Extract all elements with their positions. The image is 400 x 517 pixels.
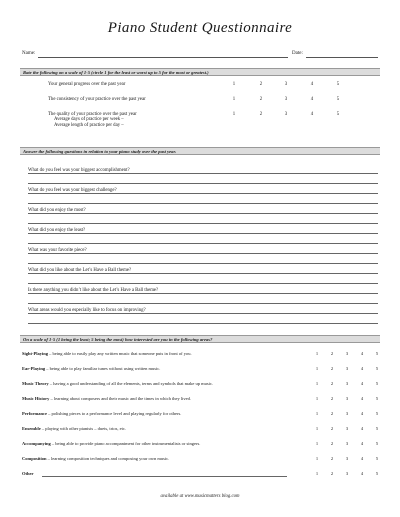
answer-line[interactable] xyxy=(28,313,378,314)
interest-text xyxy=(22,396,191,401)
interest-text xyxy=(22,441,200,446)
interest-row xyxy=(22,471,380,479)
date-field[interactable] xyxy=(306,57,378,58)
rating-option[interactable]: 1 xyxy=(232,112,236,117)
interest-option[interactable]: 2 xyxy=(330,456,334,461)
interest-option[interactable]: 1 xyxy=(315,366,319,371)
rating-option[interactable]: 2 xyxy=(259,112,263,117)
rating-option[interactable]: 5 xyxy=(336,97,340,102)
interest-name: Music History xyxy=(22,396,50,401)
rating-item-text xyxy=(48,112,137,129)
rating-subitem[interactable]: Average days of practice per week – xyxy=(54,117,124,122)
rating-option[interactable]: 4 xyxy=(310,82,314,87)
interest-option[interactable]: 4 xyxy=(360,381,364,386)
interest-option[interactable]: 5 xyxy=(375,426,379,431)
interest-option[interactable]: 4 xyxy=(360,411,364,416)
question-row xyxy=(28,288,378,300)
name-field[interactable] xyxy=(38,57,288,58)
interest-option[interactable]: 3 xyxy=(345,396,349,401)
answer-line[interactable] xyxy=(28,213,378,214)
interest-option[interactable]: 5 xyxy=(375,441,379,446)
interest-option[interactable]: 5 xyxy=(375,471,379,476)
interest-option[interactable]: 1 xyxy=(315,471,319,476)
interest-description: – being able to play familiar tunes without using written music. xyxy=(45,366,161,371)
answer-line[interactable] xyxy=(28,253,378,254)
interest-option[interactable]: 2 xyxy=(330,441,334,446)
rating-subitem[interactable]: Average length of practice per day – xyxy=(54,123,124,128)
interest-option[interactable]: 1 xyxy=(315,456,319,461)
interest-text xyxy=(22,456,169,461)
question-text: Is there anything you didn’t like about the Let’s Have a Ball theme? xyxy=(28,288,161,293)
rating-option[interactable]: 3 xyxy=(284,112,288,117)
interest-description: – being able to easily play any written music that someone puts in front of you. xyxy=(48,351,192,356)
question-text: What was your favorite piece? xyxy=(28,248,90,253)
question-row xyxy=(28,248,378,260)
interest-option[interactable]: 5 xyxy=(375,456,379,461)
interest-option[interactable]: 1 xyxy=(315,351,319,356)
interest-option[interactable]: 5 xyxy=(375,396,379,401)
name-label: Name: xyxy=(22,51,36,56)
interest-description: – polishing pieces to a performance level and playing regularly for others. xyxy=(47,411,182,416)
interest-option[interactable]: 3 xyxy=(345,351,349,356)
question-text: What did you enjoy the least? xyxy=(28,228,88,233)
interest-text xyxy=(22,471,34,476)
question-text: What areas would you especially like to focus on improving? xyxy=(28,308,149,313)
interest-name: Accompanying xyxy=(22,441,51,446)
footer-credit: available at www.musicmatters blog.com xyxy=(160,494,240,499)
rating-item-text xyxy=(48,97,146,102)
question-row xyxy=(28,268,378,280)
interest-option[interactable]: 1 xyxy=(315,411,319,416)
interest-row xyxy=(22,426,380,434)
interest-option[interactable]: 4 xyxy=(360,456,364,461)
answer-line[interactable] xyxy=(28,323,378,324)
question-row xyxy=(28,188,378,200)
rating-option[interactable]: 1 xyxy=(232,97,236,102)
question-text: What do you feel was your biggest challenge? xyxy=(28,188,120,193)
interest-option[interactable]: 2 xyxy=(330,351,334,356)
question-row xyxy=(28,168,378,180)
interest-row xyxy=(22,381,380,389)
rating-option[interactable]: 3 xyxy=(284,97,288,102)
interest-description: – learning about composers and their music and the times in which they lived. xyxy=(49,396,191,401)
answer-line[interactable] xyxy=(28,193,378,194)
interest-option[interactable]: 4 xyxy=(360,471,364,476)
interest-option[interactable]: 4 xyxy=(360,396,364,401)
answer-line[interactable] xyxy=(28,223,378,224)
interest-option[interactable]: 4 xyxy=(360,366,364,371)
interest-option[interactable]: 3 xyxy=(345,381,349,386)
name-date-row xyxy=(22,51,378,57)
interest-description: – being able to provide piano accompaniment for other instrumentalists or singers. xyxy=(50,441,201,446)
question-row xyxy=(28,208,378,220)
answer-line[interactable] xyxy=(28,233,378,234)
interest-name: Music Theory xyxy=(22,381,49,386)
interest-text xyxy=(22,381,213,386)
interest-description: – having a good understanding of all the elements, terms and symbols that make up music. xyxy=(48,381,214,386)
interest-option[interactable]: 1 xyxy=(315,396,319,401)
rating-option[interactable]: 5 xyxy=(336,82,340,87)
interest-text xyxy=(22,351,192,356)
interest-option[interactable]: 2 xyxy=(330,471,334,476)
interest-option[interactable]: 2 xyxy=(330,381,334,386)
section-interests-header: On a scale of 1-5 (1 being the least; 5 being the most) how interested are you in the following areas? xyxy=(20,335,380,343)
rating-item-label: The consistency of your practice over the past year xyxy=(48,97,146,102)
interest-option[interactable]: 3 xyxy=(345,441,349,446)
interest-option[interactable]: 3 xyxy=(345,456,349,461)
interest-row xyxy=(22,351,380,359)
answer-line[interactable] xyxy=(28,303,378,304)
page-title: Piano Student Questionnaire xyxy=(107,20,293,36)
question-row xyxy=(28,308,378,320)
interest-row xyxy=(22,366,380,374)
interest-option[interactable]: 4 xyxy=(360,426,364,431)
answer-line[interactable] xyxy=(28,273,378,274)
date-label: Date: xyxy=(292,51,303,56)
answer-line[interactable] xyxy=(28,173,378,174)
answer-line[interactable] xyxy=(28,203,378,204)
interest-option[interactable]: 2 xyxy=(330,396,334,401)
interest-option[interactable]: 3 xyxy=(345,426,349,431)
section-questions-header: Answer the following questions in relation to your piano study over the past year. xyxy=(20,147,380,155)
interest-option[interactable]: 3 xyxy=(345,411,349,416)
interest-text xyxy=(22,411,181,416)
interest-option[interactable]: 2 xyxy=(330,426,334,431)
answer-line[interactable] xyxy=(28,243,378,244)
question-text: What did you enjoy the most? xyxy=(28,208,89,213)
interest-text xyxy=(22,366,160,371)
interest-option[interactable]: 4 xyxy=(360,441,364,446)
other-answer-line[interactable] xyxy=(42,476,287,477)
interest-name: Ensemble xyxy=(22,426,41,431)
interest-option[interactable]: 2 xyxy=(330,366,334,371)
interest-description: – learning composition techniques and composing your own music. xyxy=(46,456,170,461)
rating-item-label: The quality of your practice over the past year xyxy=(48,112,137,117)
interest-option[interactable]: 1 xyxy=(315,426,319,431)
section-rating-header: Rate the following on a scale of 1-5 (circle 1 for the least or worst up to 5 for the most or greatest.) xyxy=(20,68,380,76)
interest-option[interactable]: 3 xyxy=(345,471,349,476)
interest-option[interactable]: 1 xyxy=(315,381,319,386)
interest-name: Composition xyxy=(22,456,47,461)
interest-description: – playing with other pianists – duets, trios, etc. xyxy=(40,426,127,431)
interest-name: Ear-Playing xyxy=(22,366,46,371)
question-text: What do you feel was your biggest accomplishment? xyxy=(28,168,133,173)
rating-item-label: Your general progress over the past year xyxy=(48,82,126,87)
rating-item-text xyxy=(48,82,125,87)
interest-name: Sight-Playing xyxy=(22,351,49,356)
answer-line[interactable] xyxy=(28,293,378,294)
question-text: What did you like about the Let’s Have a Ball theme? xyxy=(28,268,134,273)
interest-text xyxy=(22,426,126,431)
interest-option[interactable]: 5 xyxy=(375,381,379,386)
interest-option[interactable]: 1 xyxy=(315,441,319,446)
interest-option[interactable]: 4 xyxy=(360,351,364,356)
answer-line[interactable] xyxy=(28,283,378,284)
interest-option[interactable]: 2 xyxy=(330,411,334,416)
rating-option[interactable]: 1 xyxy=(232,82,236,87)
rating-option[interactable]: 5 xyxy=(336,112,340,117)
interest-row xyxy=(22,456,380,464)
rating-option[interactable]: 2 xyxy=(259,82,263,87)
rating-option[interactable]: 2 xyxy=(259,97,263,102)
interest-option[interactable]: 5 xyxy=(375,366,379,371)
rating-option[interactable]: 4 xyxy=(310,112,314,117)
answer-line[interactable] xyxy=(28,263,378,264)
question-row xyxy=(28,228,378,240)
interest-option[interactable]: 5 xyxy=(375,411,379,416)
interest-option[interactable]: 3 xyxy=(345,366,349,371)
answer-line[interactable] xyxy=(28,183,378,184)
rating-option[interactable]: 4 xyxy=(310,97,314,102)
interest-name: Other xyxy=(22,471,34,476)
interest-row xyxy=(22,396,380,404)
rating-option[interactable]: 3 xyxy=(284,82,288,87)
interest-name: Performance xyxy=(22,411,47,416)
interest-option[interactable]: 5 xyxy=(375,351,379,356)
interest-row xyxy=(22,441,380,449)
interest-row xyxy=(22,411,380,419)
